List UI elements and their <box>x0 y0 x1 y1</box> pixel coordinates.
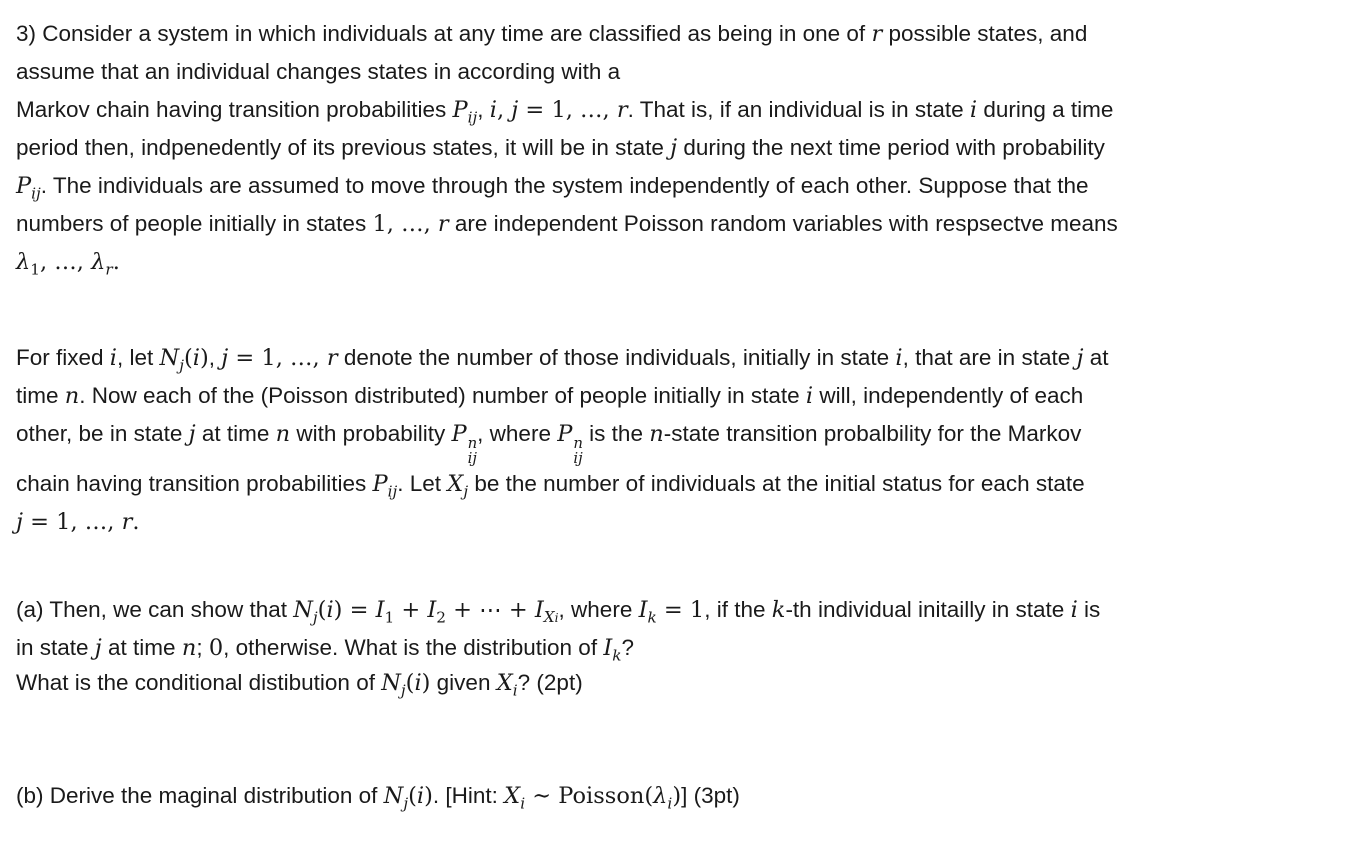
text: 3) Consider a system in which individuals at any time are classified as being in one of <box>16 21 872 46</box>
text: is <box>1077 597 1101 622</box>
text: with probability <box>290 421 452 446</box>
text: , otherwise. What is the distribution of <box>223 635 604 660</box>
text: are independent Poisson random variables with respsectve means <box>448 211 1118 236</box>
text: ? (2pt) <box>517 670 583 695</box>
text: during the next time period with probability <box>677 135 1105 160</box>
text: , let <box>116 345 160 370</box>
text: in state <box>16 635 95 660</box>
text: What is the conditional distibution of <box>16 670 382 695</box>
text: . Now each of the (Poisson distributed) number of people initially in state <box>79 383 806 408</box>
text: . Let <box>397 471 448 497</box>
text: during a time <box>977 97 1114 122</box>
text: given <box>430 670 497 695</box>
part-a-paragraph: (a) Then, we can show that $N_j(i) = I_1 + I_2$ + ⋯ + $I_{Xi}$, where $I_k = 1$, if the k-th individual initailly in state i is in state j at time n; 0, otherwise. What is the distribution of $I_k$? <box>16 597 1101 665</box>
text: ] (3pt) <box>681 783 740 808</box>
part-a-question: What is the conditional distibution of $N_j(i)$ given $X_i$? (2pt) <box>16 670 583 700</box>
text: , that are in state <box>902 345 1077 370</box>
text: assume that an individual changes states in according with a <box>16 59 621 84</box>
text: . The individuals are assumed to move through the system independently of each other. Suppose that the <box>40 173 1089 198</box>
text: is the <box>582 421 650 446</box>
text: -state transition probalbility for the Markov <box>663 421 1082 446</box>
text: ? <box>621 635 635 660</box>
text: -th individual initailly in state <box>785 597 1071 622</box>
text: , if the <box>704 597 772 622</box>
text: possible states, and <box>882 21 1088 46</box>
text: time <box>16 383 65 408</box>
text: other, be in state <box>16 421 189 446</box>
text: ; <box>196 635 209 660</box>
part-b-paragraph: (b) Derive the maginal distribution of $N_j(i)$. [Hint: $X_i$ ∼ $Poisson(\lambda_i)$] (3pt) <box>16 783 740 813</box>
text: period then, indpenedently of its previous states, it will be in state <box>16 135 671 160</box>
text: will, independently of each <box>813 383 1084 408</box>
text: , where <box>558 597 639 622</box>
text: denote the number of those individuals, initially in state <box>337 345 896 370</box>
definition-paragraph: For fixed i, let $N_j(i)$, j = 1, …, r denote the number of those individuals, initially in state i, that are in state j at time n. Now each of the (Poisson distributed) number of people initially in state i will, independently of each other, be in state j at time n with probability P n ij , where P n ij is the n-state transition probalbility for the Markov chain having transition probabilities $P_{ij}$. Let $X_j$ be the number of individuals at the initial status for each state j = 1, …, r. <box>16 345 1109 536</box>
text: chain having transition probabilities <box>16 471 373 497</box>
text: numbers of people initially in states <box>16 211 373 236</box>
text: at <box>1083 345 1109 370</box>
text: , where <box>477 421 558 446</box>
text: Markov chain having transition probabilities <box>16 97 453 122</box>
problem-intro-paragraph: 3) Consider a system in which individuals at any time are classified as being in one of r possible states, and assume that an individual changes states in according with a Markov chain having transition probabilities $P_{ij}$, i, j = 1, …, r. That is, if an individual is in state i during a time period then, indpenedently of its previous states, it will be in state j during the next time period with probability $P_{ij}$. The individuals are assumed to move through the system independently of each other. Suppose that the numbers of people initially in states 1, …, r are independent Poisson random variables with respsectve means $\lambda_1$, …, $\lambda_r$. <box>16 21 1118 279</box>
text: . That is, if an individual is in state <box>627 97 970 122</box>
text: (b) Derive the maginal distribution of <box>16 783 384 808</box>
text: For fixed <box>16 345 110 370</box>
text: , <box>208 345 222 370</box>
text: at time <box>195 421 276 446</box>
text: at time <box>101 635 182 660</box>
text: . [Hint: <box>432 783 505 808</box>
text: (a) Then, we can show that <box>16 597 294 622</box>
text: be the number of individuals at the initial status for each state <box>468 471 1085 497</box>
